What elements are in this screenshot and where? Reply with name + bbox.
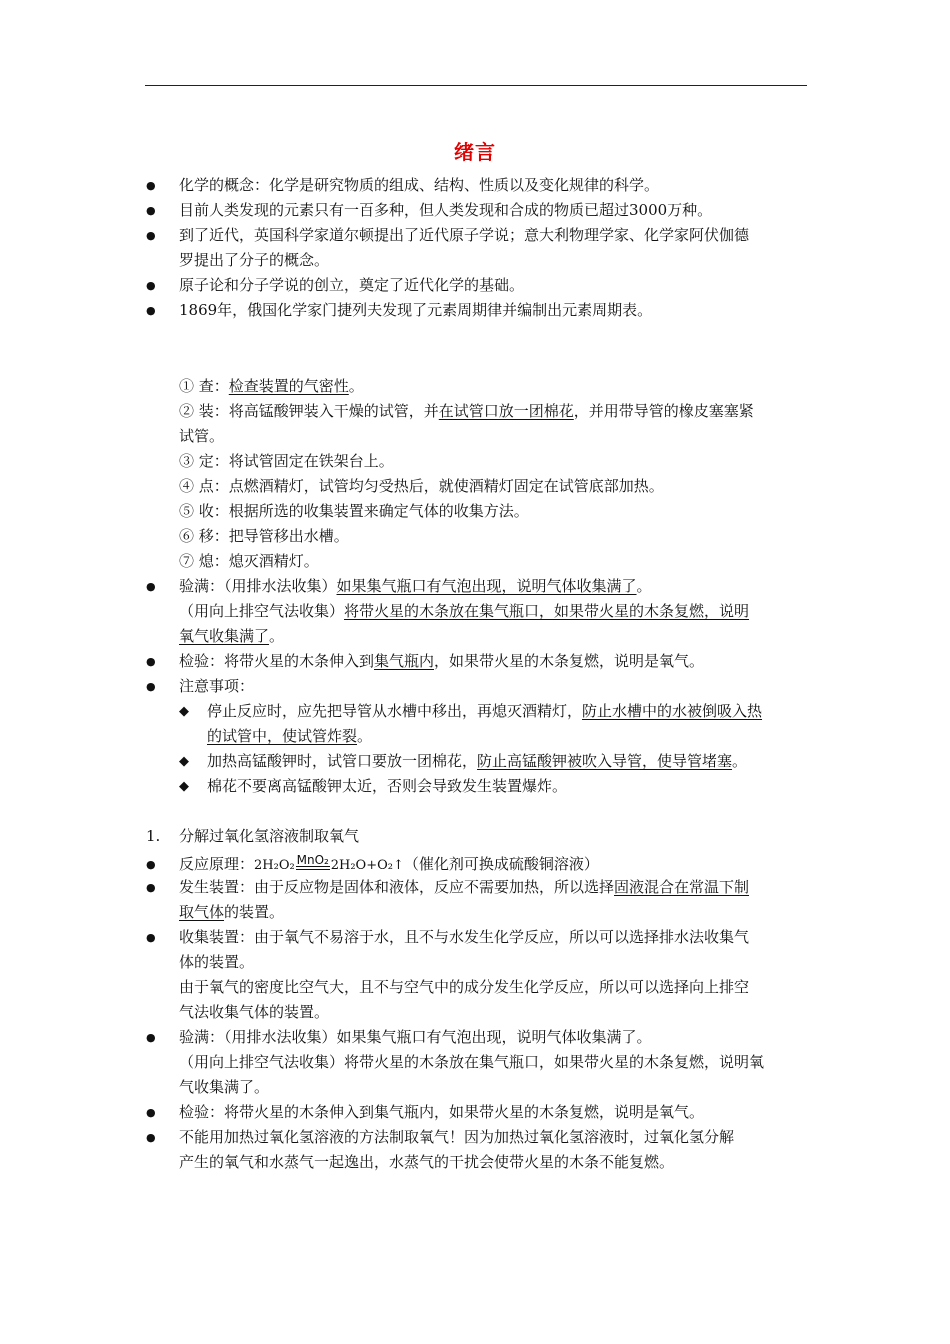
bullet-icon: ●	[146, 1106, 156, 1119]
catalyst-arrow	[295, 852, 331, 877]
page-title: 绪言	[454, 140, 496, 164]
equation-right: 2H₂O+O₂↑	[330, 858, 404, 873]
collector-line: 体的装置。	[179, 953, 255, 971]
check-full-line: （用向上排空气法收集）将带火星的木条放在集气瓶口，如果带火星的木条复燃，说明氧	[179, 1053, 765, 1071]
intro-line: 原子论和分子学说的创立，奠定了近代化学的基础。	[179, 276, 525, 294]
catalyst-label: MnO₂	[296, 853, 329, 867]
note-line: 加热高锰酸钾时，试管口要放一团棉花，防止高锰酸钾被吹入导管，使导管堵塞。	[207, 752, 748, 770]
bullet-icon: ●	[146, 304, 156, 317]
step-line: ② 装：将高锰酸钾装入干燥的试管，并在试管口放一团棉花，并用带导管的橡皮塞塞紧	[179, 402, 754, 420]
bullet-icon: ●	[146, 680, 156, 693]
warning-line: 产生的氧气和水蒸气一起逸出，水蒸气的干扰会使带火星的木条不能复燃。	[179, 1153, 675, 1171]
reaction-line: 反应原理：2H₂O₂ MnO₂ 2H₂O+O₂↑（催化剂可换成硫酸铜溶液）	[179, 852, 599, 878]
intro-line: 到了近代，英国科学家道尔顿提出了近代原子学说；意大利物理学家、化学家阿伏伽德	[179, 226, 750, 244]
step-line: ⑥ 移：把导管移出水槽。	[179, 527, 349, 545]
intro-line: 化学的概念：化学是研究物质的组成、结构、性质以及变化规律的科学。	[179, 176, 660, 194]
check-full-line: 验满：（用排水法收集）如果集气瓶口有气泡出现，说明气体收集满了。	[179, 577, 652, 595]
step-line: ① 查：检查装置的气密性。	[179, 377, 364, 395]
section-number: 1.	[146, 827, 161, 845]
bullet-icon: ●	[146, 580, 156, 593]
collector-line: 由于氧气的密度比空气大，且不与空气中的成分发生化学反应，所以可以选择向上排空	[179, 978, 750, 996]
intro-line: 罗提出了分子的概念。	[179, 251, 330, 269]
warning-line: 不能用加热过氧化氢溶液的方法制取氧气！因为加热过氧化氢溶液时，过氧化氢分解	[179, 1128, 735, 1146]
step-line: ⑦ 熄：熄灭酒精灯。	[179, 552, 319, 570]
collector-line: 气法收集气体的装置。	[179, 1003, 330, 1021]
check-full-line: 验满：（用排水法收集）如果集气瓶口有气泡出现，说明气体收集满了。	[179, 1028, 652, 1046]
step-line: ④ 点：点燃酒精灯，试管均匀受热后，就使酒精灯固定在试管底部加热。	[179, 477, 664, 495]
bullet-icon: ●	[146, 858, 156, 871]
test-line: 检验：将带火星的木条伸入到集气瓶内，如果带火星的木条复燃，说明是氧气。	[179, 1103, 705, 1121]
collector-line: 收集装置：由于氧气不易溶于水，且不与水发生化学反应，所以可以选择排水法收集气	[179, 928, 750, 946]
note-line: 的试管中，使试管炸裂。	[207, 727, 373, 745]
diamond-icon: ◆	[179, 754, 189, 769]
check-full-line: 氧气收集满了。	[179, 627, 285, 645]
test-line: 检验：将带火星的木条伸入到集气瓶内，如果带火星的木条复燃，说明是氧气。	[179, 652, 705, 670]
bullet-icon: ●	[146, 1031, 156, 1044]
notes-heading: 注意事项：	[179, 677, 255, 695]
intro-line: 目前人类发现的元素只有一百多种，但人类发现和合成的物质已超过3000万种。	[179, 201, 713, 219]
generator-line: 发生装置：由于反应物是固体和液体，反应不需要加热，所以选择固液混合在常温下制	[179, 878, 750, 896]
generator-line: 取气体的装置。	[179, 903, 285, 921]
bullet-icon: ●	[146, 931, 156, 944]
step-line: ⑤ 收：根据所选的收集装置来确定气体的收集方法。	[179, 502, 529, 520]
bullet-icon: ●	[146, 881, 156, 894]
bullet-icon: ●	[146, 204, 156, 217]
bullet-icon: ●	[146, 229, 156, 242]
equation-left: 2H₂O₂	[254, 858, 295, 873]
step-line: ③ 定：将试管固定在铁架台上。	[179, 452, 394, 470]
intro-line: 1869年，俄国化学家门捷列夫发现了元素周期律并编制出元素周期表。	[179, 301, 653, 319]
bullet-icon: ●	[146, 279, 156, 292]
check-full-line: （用向上排空气法收集）将带火星的木条放在集气瓶口，如果带火星的木条复燃，说明	[179, 602, 750, 620]
note-line: 棉花不要离高锰酸钾太近，否则会导致发生装置爆炸。	[207, 777, 568, 795]
bullet-icon: ●	[146, 1131, 156, 1144]
diamond-icon: ◆	[179, 779, 189, 794]
note-line: 停止反应时，应先把导管从水槽中移出，再熄灭酒精灯，防止水槽中的水被倒吸入热	[207, 702, 763, 720]
step-line: 试管。	[179, 427, 225, 445]
diamond-icon: ◆	[179, 704, 189, 719]
header-rule	[145, 85, 807, 86]
bullet-icon: ●	[146, 655, 156, 668]
check-full-line: 气收集满了。	[179, 1078, 270, 1096]
section-heading: 分解过氧化氢溶液制取氧气	[179, 827, 360, 845]
bullet-icon: ●	[146, 179, 156, 192]
